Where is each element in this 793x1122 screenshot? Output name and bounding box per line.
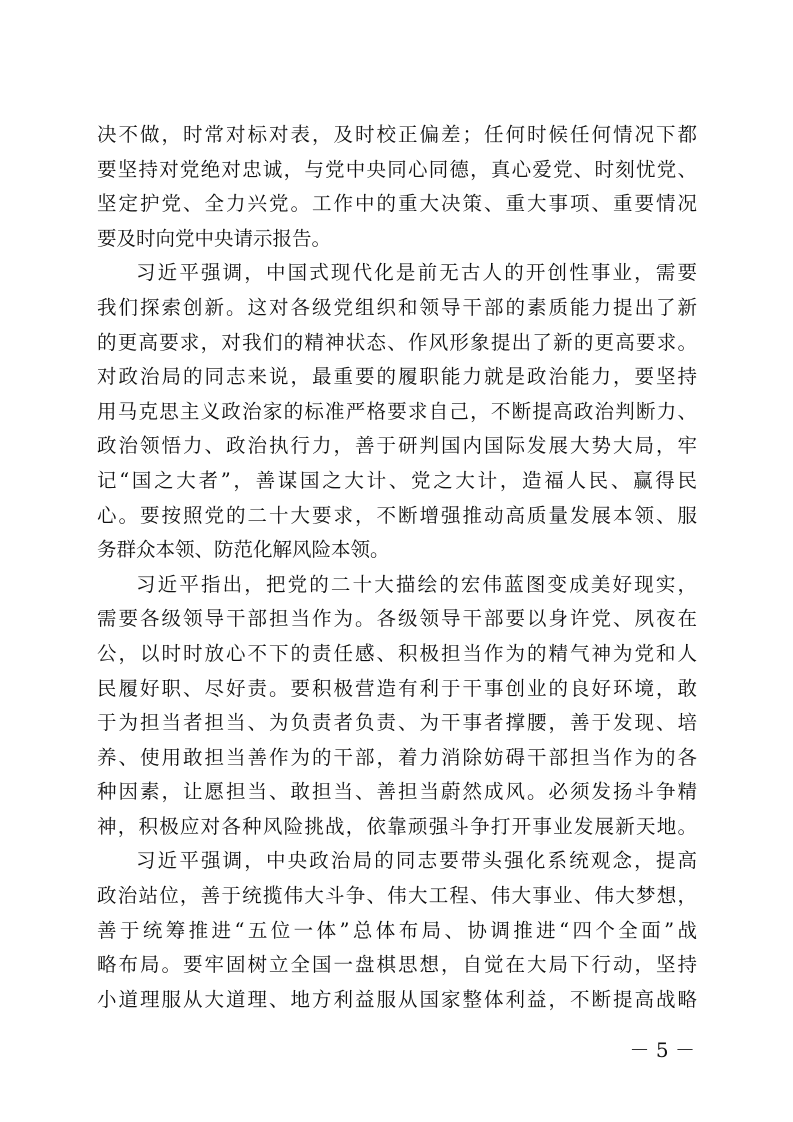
- text-line: 务群众本领、防范化解风险本领。: [97, 538, 390, 562]
- text-line: 我们探索创新。这对各级党组织和领导干部的素质能力提出了新: [97, 295, 697, 319]
- text-line: 略布局。要牢固树立全国一盘棋思想，自觉在大局下行动，坚持: [97, 953, 697, 977]
- text-line: 坚定护党、全力兴党。工作中的重大决策、重大事项、重要情况: [97, 192, 697, 216]
- text-line: 政治站位，善于统揽伟大斗争、伟大工程、伟大事业、伟大梦想，: [97, 884, 697, 908]
- text-line: 政治领悟力、政治执行力，善于研判国内国际发展大势大局，牢: [97, 434, 697, 458]
- text-line: 决不做，时常对标对表，及时校正偏差；任何时候任何情况下都: [97, 123, 697, 146]
- text-line: 养、使用敢担当善作为的干部，着力消除妨碍干部担当作为的各: [97, 745, 697, 769]
- text-line: 心。要按照党的二十大要求，不断增强推动高质量发展本领、服: [97, 503, 697, 527]
- text-line: 种因素，让愿担当、敢担当、善担当蔚然成风。必须发扬斗争精: [97, 780, 697, 804]
- text-line: 记“国之大者”，善谋国之大计、党之大计，造福人民、赢得民: [97, 468, 697, 492]
- document-body: [97, 118, 697, 1017]
- text-line: 习近平指出，把党的二十大描绘的宏伟蓝图变成美好现实，: [136, 572, 697, 596]
- text-line: 于为担当者担当、为负责者负责、为干事者撑腰，善于发现、培: [97, 711, 697, 735]
- text-line: 用马克思主义政治家的标准严格要求自己，不断提高政治判断力、: [97, 399, 697, 423]
- text-line: 习近平强调，中国式现代化是前无古人的开创性事业，需要: [136, 261, 697, 285]
- page-number: － 5 －: [629, 1038, 695, 1062]
- paragraph-1: [97, 118, 697, 256]
- text-line: 要及时向党中央请示报告。: [97, 226, 332, 250]
- text-line: 对政治局的同志来说，最重要的履职能力就是政治能力，要坚持: [97, 365, 697, 389]
- text-line: 小道理服从大道理、地方利益服从国家整体利益，不断提高战略: [97, 987, 697, 1011]
- text-line: 公，以时时放心不下的责任感、积极担当作为的精气神为党和人: [97, 641, 697, 665]
- text-line: 的更高要求，对我们的精神状态、作风形象提出了新的更高要求。: [97, 330, 697, 354]
- text-line: 习近平强调，中央政治局的同志要带头强化系统观念，提高: [136, 849, 697, 873]
- paragraph-2: [97, 256, 697, 567]
- text-line: 要坚持对党绝对忠诚，与党中央同心同德，真心爱党、时刻忧党、: [97, 157, 697, 181]
- text-line: 神，积极应对各种风险挑战，依靠顽强斗争打开事业发展新天地。: [97, 814, 697, 838]
- text-line: 需要各级领导干部担当作为。各级领导干部要以身许党、夙夜在: [97, 607, 697, 631]
- paragraph-4: [97, 844, 697, 1017]
- text-line: 善于统筹推进“五位一体”总体布局、协调推进“四个全面”战: [97, 918, 697, 942]
- text-line: 民履好职、尽好责。要积极营造有利于干事创业的良好环境，敢: [97, 676, 697, 700]
- paragraph-3: [97, 568, 697, 845]
